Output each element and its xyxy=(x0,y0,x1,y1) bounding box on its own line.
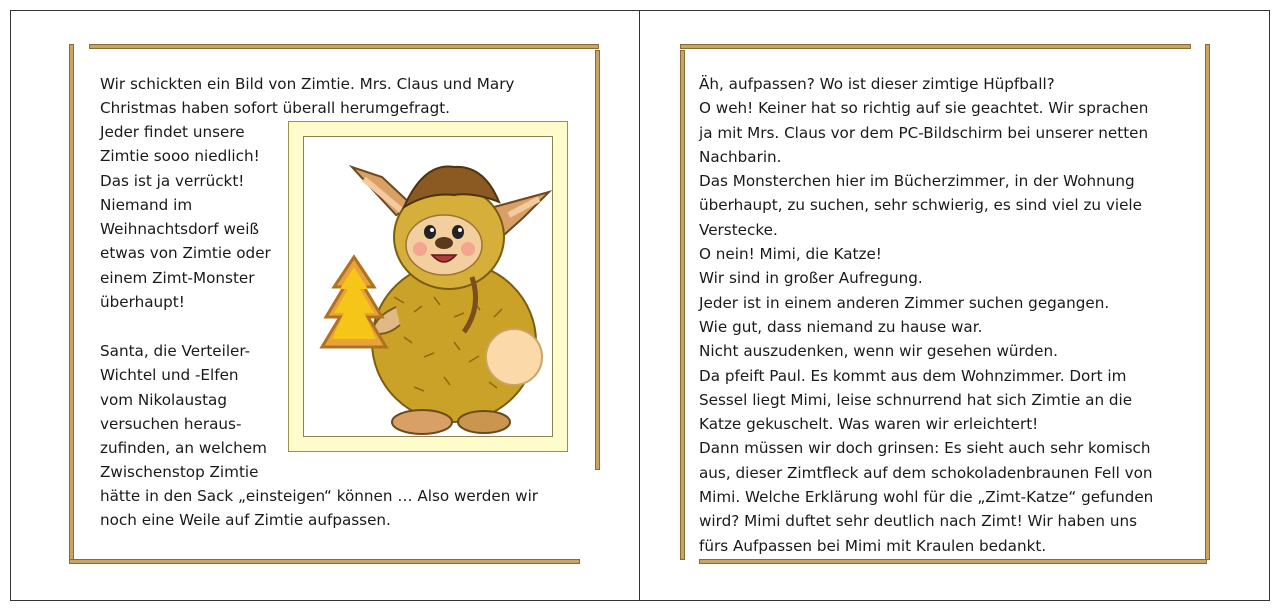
text-line: Das ist ja verrückt! xyxy=(100,171,245,190)
picture-frame xyxy=(288,121,568,452)
text-line: Wichtel und -Elfen xyxy=(100,366,239,385)
text-line: Niemand im xyxy=(100,195,193,214)
right-frame-bottom-bar xyxy=(699,559,1207,564)
left-outro-text xyxy=(100,484,538,533)
left-frame-right-bar xyxy=(595,50,600,470)
left-side-text-b xyxy=(100,339,267,485)
left-frame-left-bar xyxy=(69,44,74,560)
text-line: Mimi. Welche Erklärung wohl für die „Zimt-Katze“ gefunden xyxy=(699,488,1154,507)
text-line: O nein! Mimi, die Katze! xyxy=(699,245,882,264)
text-line: Da pfeift Paul. Es kommt aus dem Wohnzimmer. Dort im xyxy=(699,366,1127,385)
cinnamon-monster-illustration xyxy=(304,137,554,438)
text-line: Nicht auszudenken, wenn wir gesehen würden. xyxy=(699,342,1058,361)
text-line: Wie gut, dass niemand zu hause war. xyxy=(699,317,983,336)
text-line: Verstecke. xyxy=(699,220,778,239)
text-line: hätte in den Sack „einsteigen“ können … Also werden wir xyxy=(100,487,539,505)
right-frame-right-bar xyxy=(1205,44,1210,560)
text-line: überhaupt! xyxy=(100,293,185,312)
text-line: wird? Mimi duftet sehr deutlich nach Zimt! Wir haben uns xyxy=(699,512,1138,531)
text-line: Katze gekuschelt. Was waren wir erleichtert! xyxy=(699,415,1039,434)
picture-mat xyxy=(303,136,553,437)
text-line: ja mit Mrs. Claus vor dem PC-Bildschirm bei unserer netten xyxy=(699,123,1149,142)
text-line: überhaupt, zu suchen, sehr schwierig, es sind viel zu viele xyxy=(699,196,1142,215)
left-frame-bottom-bar xyxy=(69,559,580,564)
text-line: Jeder findet unsere xyxy=(100,123,245,141)
text-line: Äh, aufpassen? Wo ist dieser zimtige Hüpfball? xyxy=(699,75,1055,93)
right-body-text xyxy=(699,72,1153,558)
text-line: Weihnachtsdorf weiß xyxy=(100,220,259,239)
text-line: Nachbarin. xyxy=(699,147,782,166)
text-line: Dann müssen wir doch grinsen: Es sieht auch sehr komisch xyxy=(699,439,1151,458)
text-line: Christmas haben sofort überall herumgefragt. xyxy=(100,99,451,118)
text-line: Wir schickten ein Bild von Zimtie. Mrs. Claus und Mary xyxy=(100,75,515,93)
text-line: etwas von Zimtie oder xyxy=(100,244,271,263)
text-line: vom Nikolaustag xyxy=(100,390,227,409)
text-line: Jeder ist in einem anderen Zimmer suchen gegangen. xyxy=(699,293,1110,312)
left-side-text-a xyxy=(100,120,271,314)
text-line: Wir sind in großer Aufregung. xyxy=(699,269,923,288)
text-line: Zwischenstop Zimtie xyxy=(100,463,259,482)
text-line: fürs Aufpassen bei Mimi mit Kraulen bedankt. xyxy=(699,536,1047,555)
text-line: Zimtie sooo niedlich! xyxy=(100,147,260,166)
text-line: aus, dieser Zimtfleck auf dem schokoladenbraunen Fell von xyxy=(699,463,1153,482)
left-intro-text xyxy=(100,72,514,121)
text-line: noch eine Weile auf Zimtie aufpassen. xyxy=(100,511,391,530)
right-frame-top-bar xyxy=(680,44,1191,49)
text-line: einem Zimt-Monster xyxy=(100,268,255,287)
text-line: Santa, die Verteiler- xyxy=(100,342,251,360)
right-frame-left-bar xyxy=(680,50,685,560)
text-line: O weh! Keiner hat so richtig auf sie geachtet. Wir sprachen xyxy=(699,99,1149,118)
text-line: zufinden, an welchem xyxy=(100,439,267,458)
text-line: versuchen heraus- xyxy=(100,414,242,433)
text-line: Sessel liegt Mimi, leise schnurrend hat sich Zimtie an die xyxy=(699,390,1133,409)
text-line: Das Monsterchen hier im Bücherzimmer, in der Wohnung xyxy=(699,172,1135,191)
left-frame-top-bar xyxy=(89,44,599,49)
